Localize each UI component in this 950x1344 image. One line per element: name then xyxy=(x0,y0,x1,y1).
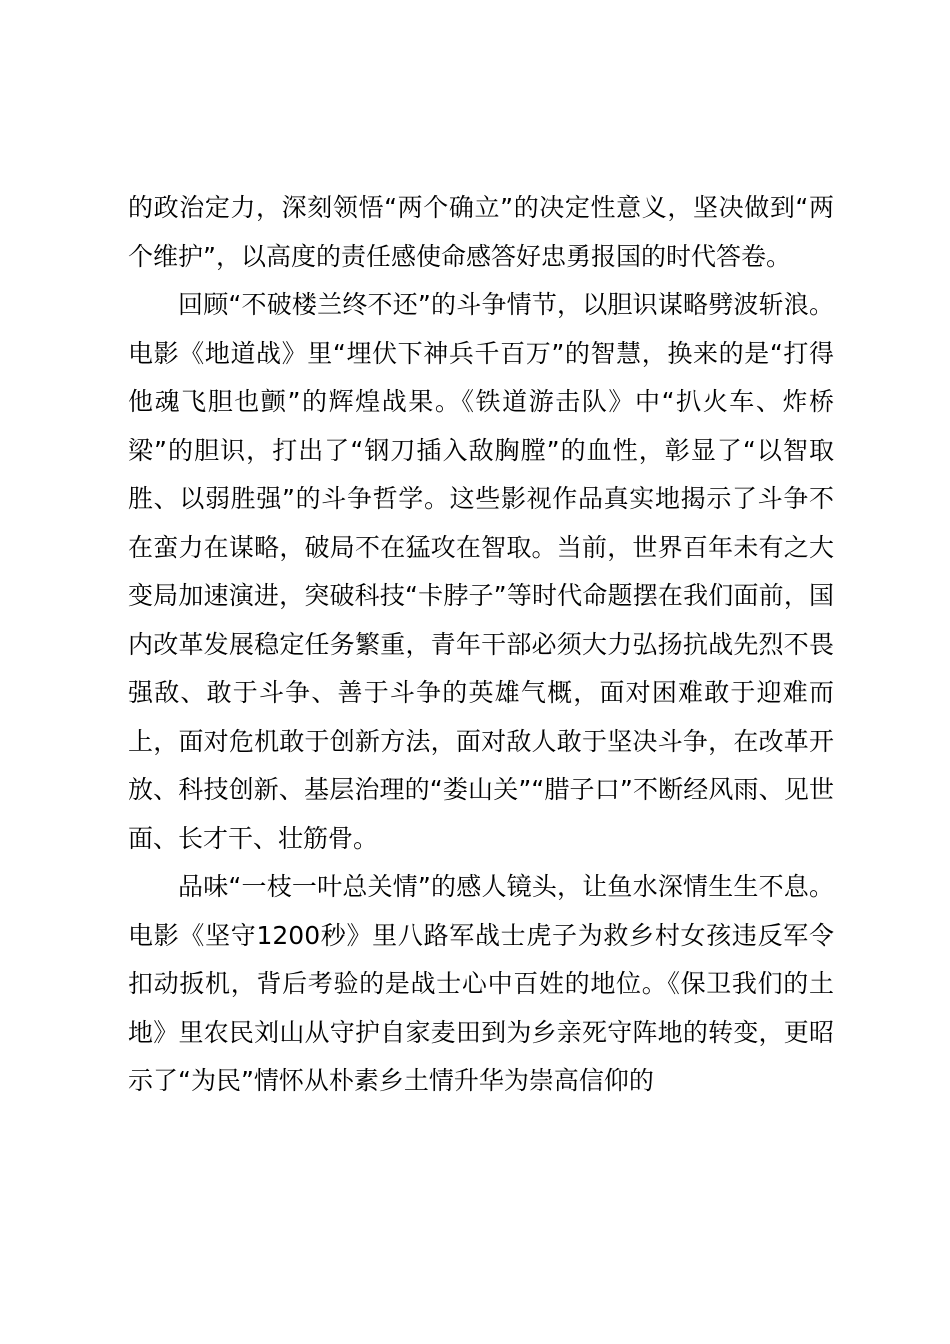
document-body xyxy=(128,184,834,1106)
paragraph-continuation: 的政治定力，深刻领悟“两个确立”的决定性意义，坚决做到“两个维护”，以高度的责任感使命感答好忠勇报国的时代答卷。 xyxy=(128,193,834,271)
paragraph-struggle: 回顾“不破楼兰终不还”的斗争情节，以胆识谋略劈波斩浪。电影《地道战》里“埋伏下神兵千百万”的智慧，换来的是“打得他魂飞胆也颤”的辉煌战果。《铁道游击队》中“扒火车、炸桥梁”的胆识，打出了“钢刀插入敌胸膛”的血性，彰显了“以智取胜、以弱胜强”的斗争哲学。这些影视作品真实地揭示了斗争不在蛮力在谋略，破局不在猛攻在智取。当前，世界百年未有之大变局加速演进，突破科技“卡脖子”等时代命题摆在我们面前，国内改革发展稳定任务繁重，青年干部必须大力弘扬抗战先烈不畏强敌、敢于斗争、善于斗争的英雄气概，面对困难敢于迎难而上，面对危机敢于创新方法，面对敌人敢于坚决斗争，在改革开放、科技创新、基层治理的“娄山关”“腊子口”不断经风雨、见世面、长才干、壮筋骨。 xyxy=(128,290,834,853)
paragraph-people: 品味“一枝一叶总关情”的感人镜头，让鱼水深情生生不息。电影《坚守1200秒》里八路军战士虎子为救乡村女孩违反军令扣动扳机，背后考验的是战士心中百姓的地位。《保卫我们的土地》里农民刘山从守护自家麦田到为乡亲死守阵地的转变，更昭示了“为民”情怀从朴素乡土情升华为崇高信仰的 xyxy=(128,872,834,1095)
